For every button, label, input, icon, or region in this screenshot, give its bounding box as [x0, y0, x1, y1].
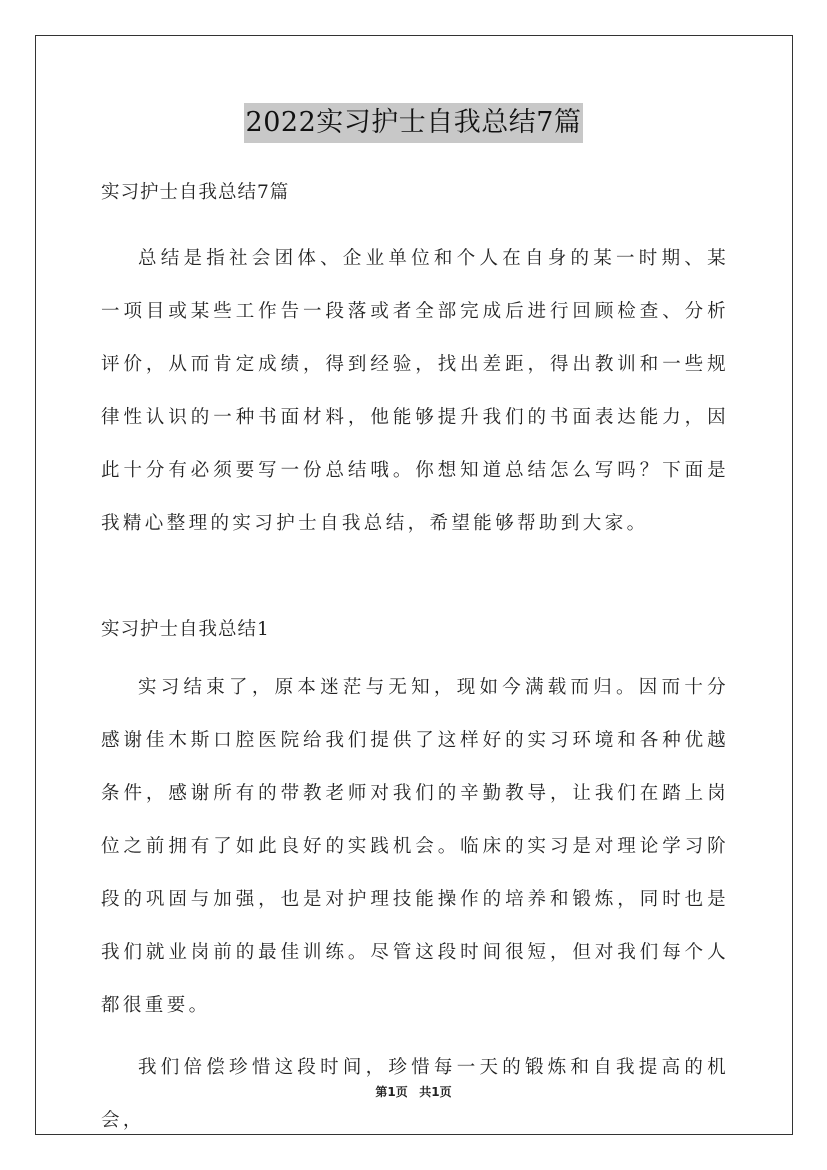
body-paragraph: 我们倍偿珍惜这段时间，珍惜每一天的锻炼和自我提高的机会， — [101, 1057, 729, 1131]
document-title: 2022实习护士自我总结7篇 — [244, 103, 584, 143]
body-paragraph: 实习结束了，原本迷茫与无知，现如今满载而归。因而十分感谢佳木斯口腔医院给我们提供了这样好的实习环境和各种优越条件，感谢所有的带教老师对我们的辛勤教导，让我们在踏上岗位之前拥有了如此良好的实践机会。临床的实习是对理论学习阶段的巩固与加强，也是对护理技能操作的培养和锻炼，同时也是我们就业岗前的最佳训练。尽管这段时间很短，但对我们每个人都很重要。 — [101, 677, 729, 1016]
page-number: 第1页 — [375, 1085, 408, 1099]
document-subtitle: 实习护士自我总结7篇 — [101, 182, 290, 203]
title-container — [0, 103, 827, 143]
page-footer — [0, 1083, 827, 1100]
document-body — [101, 174, 729, 1147]
section-gap — [101, 550, 729, 611]
intro-paragraph: 总结是指社会团体、企业单位和个人在自身的某一时期、某一项目或某些工作告一段落或者全部完成后进行回顾检查、分析评价，从而肯定成绩，得到经验，找出差距，得出教训和一些规律性认识的一种书面材料，他能够提升我们的书面表达能力，因此十分有必须要写一份总结哦。你想知道总结怎么写吗？下面是我精心整理的实习护士自我总结，希望能够帮助到大家。 — [101, 248, 729, 534]
page-total: 共1页 — [419, 1085, 452, 1099]
section-heading: 实习护士自我总结1 — [101, 619, 270, 640]
